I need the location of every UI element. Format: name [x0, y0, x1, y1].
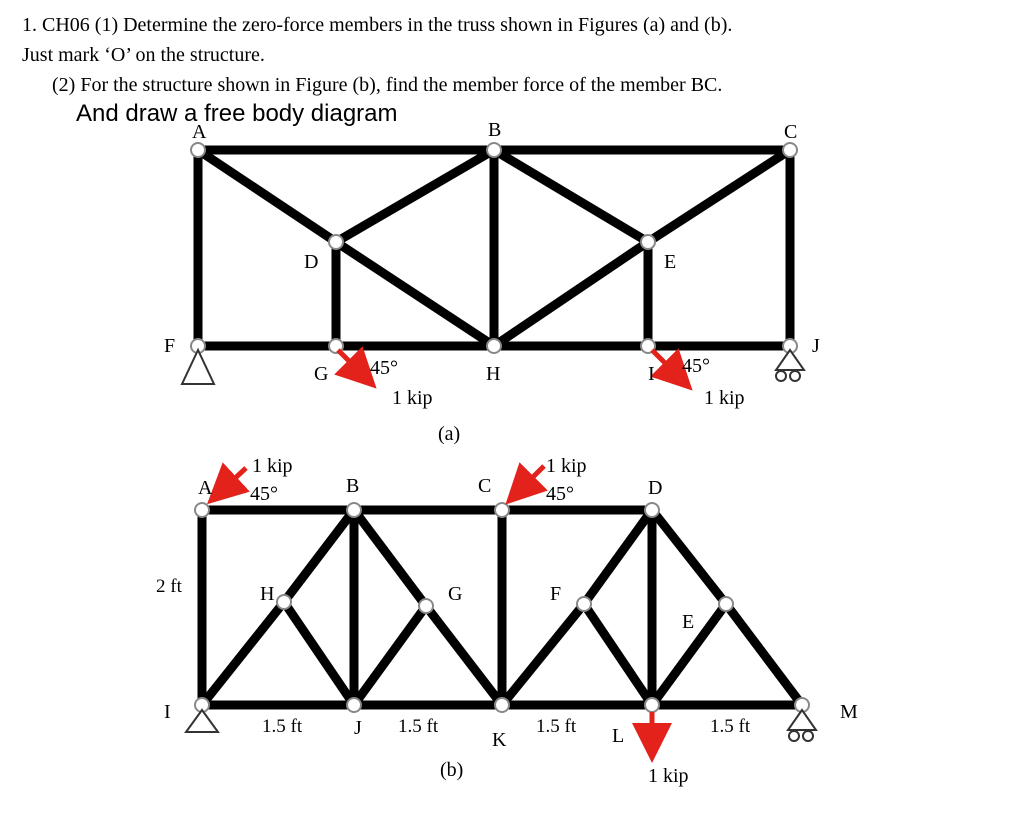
member-gk: [426, 606, 502, 705]
label-node-f: F: [550, 583, 562, 605]
load-arrow-c: [516, 466, 544, 494]
label-node-d: D: [304, 251, 319, 273]
figure-a-caption: (a): [438, 423, 461, 445]
dimension-span-2: 1.5 ft: [398, 716, 439, 737]
label-node-a: A: [198, 477, 213, 499]
label-node-m: M: [840, 701, 858, 723]
member-eh: [494, 242, 648, 346]
joint-e: [719, 597, 733, 611]
load-arrow-g: [338, 350, 366, 378]
joint-e: [641, 235, 655, 249]
load-magnitude-a: 1 kip: [252, 455, 293, 477]
dimension-span-4: 1.5 ft: [710, 716, 751, 737]
label-node-k: K: [492, 729, 507, 751]
figure-b-members: [202, 510, 802, 705]
member-fd: [584, 510, 652, 604]
figure-a: [164, 119, 820, 445]
label-node-l: L: [612, 725, 625, 747]
member-kf: [502, 604, 584, 705]
load-arrow-a: [218, 468, 246, 494]
figure-b-caption: (b): [440, 759, 464, 781]
joint-c: [495, 503, 509, 517]
joint-a: [195, 503, 209, 517]
roller-support-icon: [788, 710, 816, 741]
joint-b: [347, 503, 361, 517]
label-node-e: E: [664, 251, 677, 273]
joint-a: [191, 143, 205, 157]
problem-line-3: (2) For the structure shown in Figure (b), find the member force of the member BC.: [52, 74, 723, 96]
member-dh: [336, 242, 494, 346]
member-em: [726, 604, 802, 705]
label-node-j: J: [354, 717, 362, 739]
figure-a-members: [198, 150, 790, 346]
member-fl: [584, 604, 652, 705]
member-ce: [648, 150, 790, 242]
label-node-c: C: [478, 475, 492, 497]
dimension-height: 2 ft: [156, 576, 182, 597]
label-node-g: G: [314, 363, 329, 385]
joint-h: [277, 595, 291, 609]
load-magnitude-g: 1 kip: [392, 387, 433, 409]
label-node-c: C: [784, 121, 798, 143]
member-bd: [336, 150, 494, 242]
dimension-span-3: 1.5 ft: [536, 716, 577, 737]
roller-support-icon: [776, 350, 804, 381]
label-node-i: I: [164, 701, 171, 723]
label-node-b: B: [488, 119, 502, 141]
load-magnitude-l: 1 kip: [648, 765, 689, 787]
member-de: [652, 510, 726, 604]
pin-support-icon: [186, 710, 218, 732]
label-node-h: H: [486, 363, 501, 385]
joint-b: [487, 143, 501, 157]
load-angle-i: 45°: [682, 355, 710, 377]
label-node-g: G: [448, 583, 463, 605]
problem-line-2: Just mark ‘O’ on the structure.: [22, 44, 265, 66]
pin-support-icon: [182, 350, 214, 384]
load-angle-a: 45°: [250, 483, 278, 505]
member-ad: [198, 150, 336, 242]
joint-h: [487, 339, 501, 353]
member-ih: [202, 602, 284, 705]
load-angle-c: 45°: [546, 483, 574, 505]
label-node-d: D: [648, 477, 663, 499]
member-bg: [354, 510, 426, 606]
joint-l: [645, 698, 659, 712]
load-angle-g: 45°: [370, 357, 398, 379]
joint-d: [645, 503, 659, 517]
load-magnitude-i: 1 kip: [704, 387, 745, 409]
joint-c: [783, 143, 797, 157]
figure-b: [156, 455, 858, 787]
label-node-a: A: [192, 121, 207, 143]
member-be: [494, 150, 648, 242]
label-node-e: E: [682, 611, 695, 633]
joint-d: [329, 235, 343, 249]
joint-f: [577, 597, 591, 611]
dimension-span-1: 1.5 ft: [262, 716, 303, 737]
label-node-f: F: [164, 335, 176, 357]
member-hj: [284, 602, 354, 705]
problem-line-1: 1. CH06 (1) Determine the zero-force members in the truss shown in Figures (a) and (b).: [22, 14, 733, 36]
member-gj: [354, 606, 426, 705]
load-arrow-i: [652, 350, 682, 380]
handwritten-note: And draw a free body diagram: [76, 100, 398, 127]
joint-j: [347, 698, 361, 712]
load-magnitude-c: 1 kip: [546, 455, 587, 477]
label-node-j: J: [812, 335, 820, 357]
label-node-i: I: [648, 363, 655, 385]
label-node-b: B: [346, 475, 360, 497]
label-node-h: H: [260, 583, 275, 605]
joint-g: [419, 599, 433, 613]
joint-k: [495, 698, 509, 712]
member-hb: [284, 510, 354, 602]
